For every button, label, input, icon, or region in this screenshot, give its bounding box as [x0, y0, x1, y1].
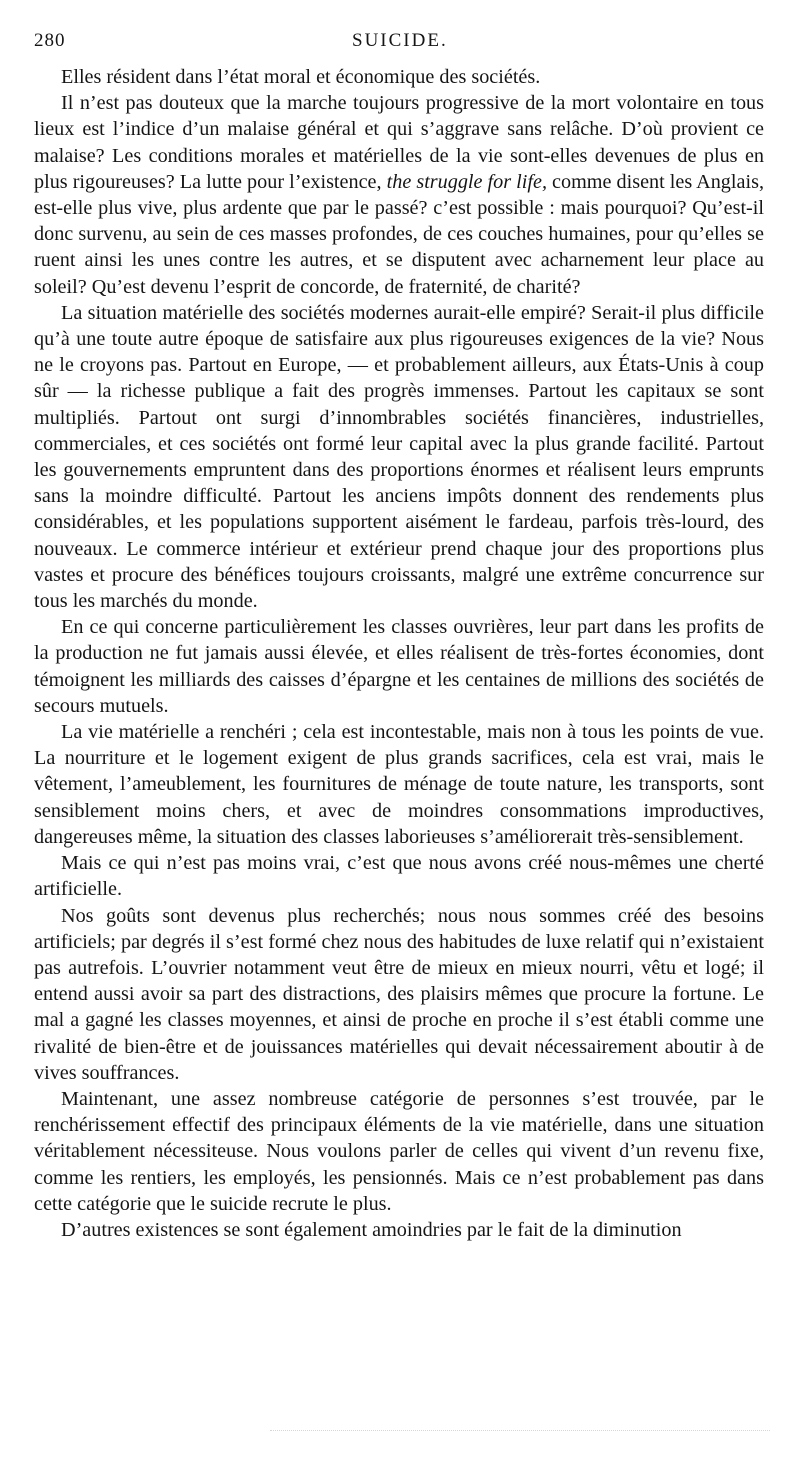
- paragraph-3-text: La situation matérielle des sociétés modernes aurait-elle empiré? Serait-il plus difficile qu’à une toute autre époque de satisfaire aux plus rigoureuses exigences de la vie? Nous ne le croyons pas. Partout en Europe, — et probablement ailleurs, aux États-Unis à coup sûr — la richesse publique a fait des progrès immenses. Partout les capitaux se sont multipliés. Partout ont surgi d’innombrables sociétés financières, industrielles, commerciales, et ces sociétés ont formé leur capital avec la plus grande facilité. Partout les gouvernements empruntent dans des proportions énormes et réalisent leurs emprunts sans la moindre difficulté. Partout les anciens impôts donnent des rendements plus considérables, et les populations supportent aisément le fardeau, parfois très-lourd, des nouveaux. Le commerce intérieur et extérieur prend chaque jour des proportions plus vastes et procure des bénéfices toujours croissants, malgré une extrême concurrence sur tous les marchés du monde.: [34, 301, 764, 613]
- page-number: 280: [34, 30, 66, 51]
- paragraph-4-text: En ce qui concerne particulièrement les classes ouvrières, leur part dans les profits de la production ne fut jamais aussi élevée, et elles réalisent de très-fortes économies, dont témoignent les milliards des caisses d’épargne et les centaines de millions des sociétés de secours mutuels.: [34, 616, 764, 717]
- paragraph-8: [34, 1086, 764, 1217]
- paragraph-2: [34, 90, 764, 300]
- paragraph-6: [34, 850, 764, 902]
- paragraph-8-text: Maintenant, une assez nombreuse catégorie de personnes s’est trouvée, par le renchérissement effectif des principaux éléments de la vie matérielle, dans une situation véritablement nécessiteuse. Nous voulons parler de celles qui vivent d’un revenu fixe, comme les rentiers, les employés, les pensionnés. Mais ce n’est probablement pas dans cette catégorie que le suicide recrute le plus.: [34, 1087, 764, 1215]
- paragraph-2-italic-phrase: the struggle for life,: [386, 170, 547, 193]
- paragraph-2-text: Il n’est pas douteux que la marche toujours progressive de la mort volontaire en tous lieux est l’indice d’un malaise général et qui s’aggrave sans relâche. D’où provient ce malaise? Les conditions morales et matérielles de la vie sont-elles devenues de plus en plus rigoureuses? La lutte pour l’existence,: [34, 92, 764, 193]
- paragraph-7-text: Nos goûts sont devenus plus recherchés; nous nous sommes créé des besoins artificiels; par degrés il s’est formé chez nous des habitudes de luxe relatif qui n’existaient pas autrefois. L’ouvrier notamment veut être de mieux en mieux nourri, vêtu et logé; il entend aussi avoir sa part des distractions, des plaisirs mêmes que procure la fortune. Le mal a gagné les classes moyennes, et ainsi de proche en proche il s’est établi comme une rivalité de bien-être et de jouissances matérielles qui devait nécessairement aboutir à de vives souffrances.: [34, 904, 764, 1084]
- paragraph-4: [34, 614, 764, 719]
- paragraph-6-text: Mais ce qui n’est pas moins vrai, c’est que nous avons créé nous-mêmes une cherté artificielle.: [34, 852, 764, 901]
- body-text: [34, 64, 764, 1243]
- paragraph-2-text-continued: comme disent les Anglais, est-elle plus vive, plus ardente que par le passé? c’est possible : mais pourquoi? Qu’est-il donc survenu, au sein de ces masses profondes, de ces couches humaines, pour qu’elles se ruent ainsi les unes contre les autres, et se disputent avec acharnement leur place au soleil? Qu’est devenu l’esprit de concorde, de fraternité, de charité?: [34, 170, 764, 298]
- paragraph-7: [34, 903, 764, 1086]
- paragraph-1-text: Elles résident dans l’état moral et économique des sociétés.: [61, 66, 541, 88]
- running-title: SUICIDE.: [352, 30, 448, 51]
- paragraph-9-text: D’autres existences se sont également amoindries par le fait de la diminution: [61, 1218, 682, 1241]
- paragraph-5-text: La vie matérielle a renchéri ; cela est incontestable, mais non à tous les points de vue. La nourriture et le logement exigent de plus grands sacrifices, cela est vrai, mais le vêtement, l’ameublement, les fournitures de ménage de toute nature, les transports, sont sensiblement moins chers, et avec de moindres consommations improductives, dangereuses même, la situation des classes laborieuses s’améliorerait très-sensiblement.: [34, 721, 764, 848]
- page-header: [34, 30, 764, 56]
- paragraph-1: [34, 64, 764, 90]
- paragraph-3: [34, 300, 764, 614]
- scan-artifact-line: [270, 1430, 770, 1433]
- paragraph-9: [34, 1217, 764, 1243]
- paragraph-5: [34, 719, 764, 850]
